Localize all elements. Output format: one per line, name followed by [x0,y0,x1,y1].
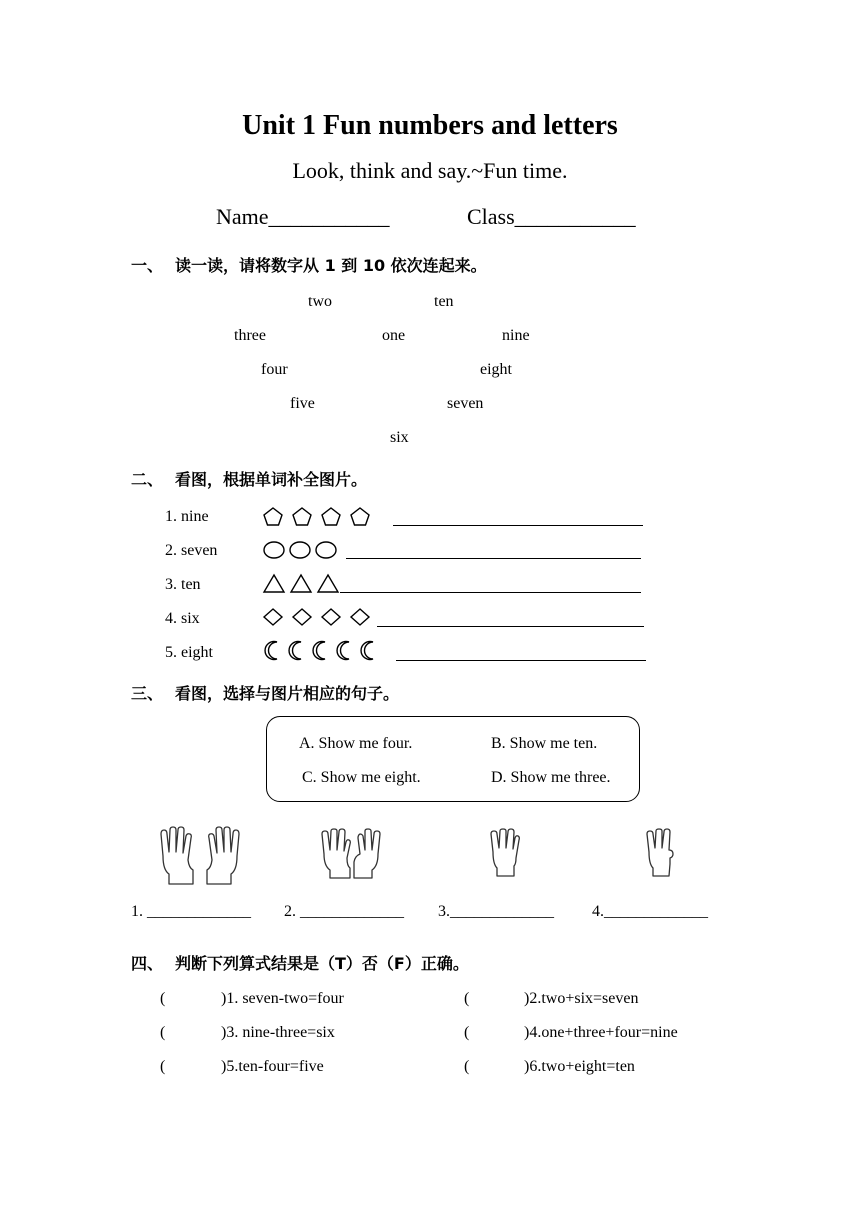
answer-line[interactable] [340,592,641,593]
option-d: D. Show me three. [491,769,611,786]
section-1-heading [131,253,487,276]
answer-blank-1[interactable]: 1. _____________ [131,903,251,920]
answer-line[interactable] [346,558,641,559]
moon-shapes-icon [263,640,385,662]
section-2-number: 二、 [131,470,164,489]
tf-paren[interactable]: ( [464,1058,470,1075]
tf-item-6: )6.two+eight=ten [524,1058,635,1075]
options-box [266,716,640,802]
section-3-text: 看图，选择与图片相应的句子。 [175,684,400,703]
section-4-heading [131,951,469,974]
tf-item-4: )4.one+three+four=nine [524,1024,678,1041]
hand-four-icon [488,828,520,878]
tf-item-2: )2.two+six=seven [524,990,639,1007]
shape-item-label: 1. nine [165,508,209,525]
section-3-heading [131,681,399,704]
word-seven[interactable]: seven [447,395,484,412]
tf-paren[interactable]: ( [160,1024,166,1041]
section-4-number: 四、 [131,954,164,973]
shape-item-label: 5. eight [165,644,213,661]
answer-line[interactable] [396,660,646,661]
answer-blank-3[interactable]: 3._____________ [438,903,554,920]
class-field[interactable]: Class___________ [467,204,636,229]
triangle-shapes-icon [263,573,341,595]
hands-eight-icon [318,828,384,880]
shape-item-label: 2. seven [165,542,218,559]
page-title: Unit 1 Fun numbers and letters [242,110,618,141]
section-4-text: 判断下列算式结果是（T）否（F）正确。 [175,954,469,973]
tf-paren[interactable]: ( [160,990,166,1007]
shape-item-label: 3. ten [165,576,201,593]
option-b: B. Show me ten. [491,735,598,752]
hands-ten-icon [155,826,245,886]
answer-blank-4[interactable]: 4._____________ [592,903,708,920]
tf-paren[interactable]: ( [160,1058,166,1075]
word-six[interactable]: six [390,429,409,446]
tf-item-3: )3. nine-three=six [221,1024,335,1041]
option-a: A. Show me four. [299,735,413,752]
shape-item-label: 4. six [165,610,200,627]
tf-paren[interactable]: ( [464,990,470,1007]
diamond-shapes-icon [263,607,375,629]
word-five[interactable]: five [290,395,315,412]
section-1-number: 一、 [131,256,164,275]
answer-line[interactable] [377,626,644,627]
word-one[interactable]: one [382,327,406,344]
tf-item-1: )1. seven-two=four [221,990,344,1007]
name-field[interactable]: Name___________ [216,204,390,229]
hand-three-icon [643,828,677,878]
word-eight[interactable]: eight [480,361,512,378]
word-four[interactable]: four [261,361,288,378]
page-subtitle: Look, think and say.~Fun time. [292,158,568,183]
word-three[interactable]: three [234,327,266,344]
ellipse-shapes-icon [263,540,343,560]
section-3-number: 三、 [131,684,164,703]
option-c: C. Show me eight. [302,769,421,786]
word-nine[interactable]: nine [502,327,530,344]
word-ten[interactable]: ten [434,293,454,310]
section-1-text: 读一读，请将数字从 1 到 10 依次连起来。 [175,256,487,275]
pentagon-shapes-icon [262,506,374,528]
answer-blank-2[interactable]: 2. _____________ [284,903,404,920]
word-two[interactable]: two [308,293,332,310]
section-2-heading [131,467,367,490]
section-2-text: 看图，根据单词补全图片。 [175,470,368,489]
tf-item-5: )5.ten-four=five [221,1058,324,1075]
tf-paren[interactable]: ( [464,1024,470,1041]
answer-line[interactable] [393,525,643,526]
